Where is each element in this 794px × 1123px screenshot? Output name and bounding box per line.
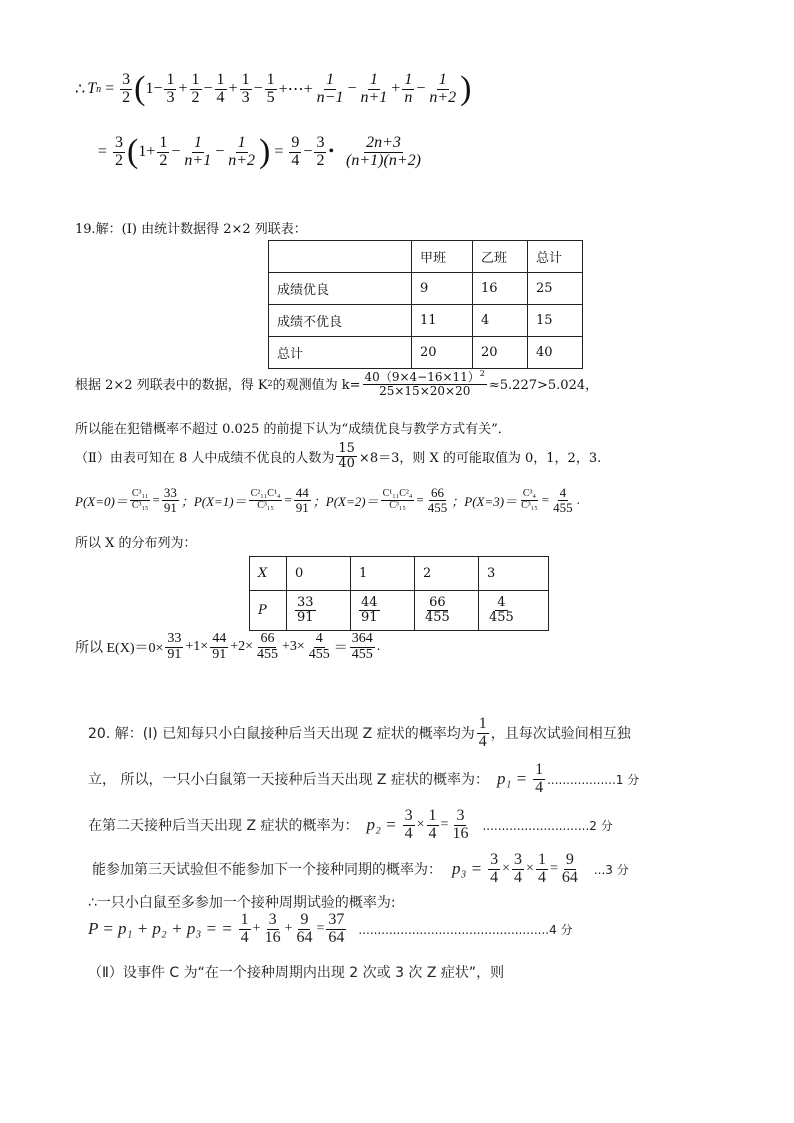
fraction-term: $\frac{1}{n+1}$ <box>184 134 212 169</box>
op: − <box>347 80 357 98</box>
table-cell: 总计 <box>528 241 583 273</box>
table-cell: 成绩不优良 <box>269 305 412 337</box>
fraction: $\frac{3}{16}$ <box>264 911 281 946</box>
tn-subscript: n <box>96 83 102 95</box>
fraction-term: $\frac{1}{2}$ <box>159 134 168 169</box>
part2-text: ×8＝3，则 X 的可能取值为 0，1，2，3. <box>358 450 602 466</box>
q20-line2 <box>88 762 639 797</box>
op: +3× <box>281 639 305 655</box>
q20-line4 <box>92 852 629 887</box>
tn-symbol: T <box>87 80 97 98</box>
table-cell: 15 <box>528 305 583 337</box>
p-sum: P = p₁ + p₂ + p₃ = = <box>88 919 233 939</box>
fraction: $\frac{9}{64}$ <box>561 851 578 886</box>
op: = <box>316 921 325 937</box>
op: × <box>526 861 534 877</box>
expectation-line <box>75 632 380 662</box>
comb-fraction: $\frac{\text{C³₁₁}}{\text{C³₁₅}}$ <box>131 488 149 511</box>
fraction-term: $\frac{1}{2}$ <box>191 71 200 106</box>
fraction-term: $\frac{1}{3}$ <box>166 71 175 106</box>
op: × <box>502 861 511 877</box>
op: +2× <box>230 639 253 655</box>
op: + <box>252 921 261 937</box>
table-cell: 甲班 <box>412 241 473 273</box>
p3-symbol: p₃ = <box>452 859 483 879</box>
q20-line6 <box>88 912 573 947</box>
p1-symbol: p₁ = <box>496 769 528 789</box>
op: + <box>391 80 401 98</box>
fraction-term: $\frac{1}{n-1}$ <box>316 71 344 106</box>
q20-text: 立， 所以，一只小白鼠第一天接种后当天出现 Z 症状的概率为： <box>88 772 489 789</box>
k-statistic-line <box>75 370 598 397</box>
q20-line5: ∴一只小白鼠至多参加一个接种周期试验的概率为: <box>88 895 396 911</box>
prob-fraction: $\frac{66}{455}$ <box>427 485 448 515</box>
table-cell: 0 <box>287 557 351 591</box>
op: − <box>171 143 181 161</box>
distribution-heading: 所以 X 的分布列为： <box>75 536 197 551</box>
op: = <box>549 861 558 877</box>
k-text: 根据 2×2 列联表中的数据，得 K <box>75 378 268 394</box>
fraction: $\frac{1}{4}$ <box>240 911 249 946</box>
fraction: $\frac{37}{64}$ <box>328 911 345 946</box>
k-denominator: 25×15×20×20 <box>379 383 471 398</box>
table-cell: 16 <box>473 273 528 305</box>
op: − <box>203 80 213 98</box>
equals-sign: = <box>105 80 115 98</box>
ellipsis: +⋯+ <box>278 81 313 99</box>
table-cell: 25 <box>528 273 583 305</box>
k-fraction <box>363 370 487 397</box>
op: +1× <box>185 639 209 655</box>
q19-conclusion: 所以能在犯错概率不超过 0.025 的前提下认为“成绩优良与教学方式有关”． <box>75 422 511 437</box>
expectation-text: 所以 E(X)＝0× <box>75 641 164 657</box>
fraction-term: $\frac{1}{4}$ <box>216 71 225 106</box>
fraction: $\frac{44}{91}$ <box>212 631 227 662</box>
table-row <box>269 273 583 305</box>
op: ＝ <box>333 641 348 657</box>
fraction: $\frac{1}{4}$ <box>428 807 437 842</box>
comb-fraction: $\frac{\text{C³₄}}{\text{C³₁₅}}$ <box>521 488 538 511</box>
right-paren: ) <box>460 70 472 108</box>
table-cell: 1 <box>351 557 415 591</box>
table-row <box>269 305 583 337</box>
table-cell: 11 <box>412 305 473 337</box>
op: + <box>284 921 293 937</box>
k-num-sup: 2 <box>479 369 485 378</box>
right-paren: ) <box>259 133 271 171</box>
table-cell: 2 <box>415 557 479 591</box>
table-cell: $\frac{44}{91}$ <box>351 591 415 631</box>
tn-formula-line2 <box>98 135 425 170</box>
q20-text: 能参加第三天试验但不能参加下一个接种同期的概率为： <box>92 862 442 879</box>
fraction-3-2: $\frac{3}{2}$ <box>115 134 124 169</box>
prob-fraction: $\frac{4}{455}$ <box>553 485 573 515</box>
table-cell: 3 <box>479 557 549 591</box>
fraction: $\frac{3}{4}$ <box>490 851 499 886</box>
op: × <box>416 817 425 833</box>
table-row <box>250 557 549 591</box>
fraction-final: $\frac{2n+3}{(n+1)(n+2)}$ <box>346 134 421 169</box>
q20-line3 <box>88 808 613 843</box>
q20-text: 20. 解：(Ⅰ) 已知每只小白鼠接种后当天出现 Z 症状的概率均为 <box>88 726 475 743</box>
q19-part2-line <box>75 442 601 470</box>
equals-sign: = <box>98 143 108 161</box>
fraction: $\frac{4}{455}$ <box>308 631 330 662</box>
fraction: $\frac{9}{64}$ <box>296 911 313 946</box>
fraction: $\frac{1}{4}$ <box>537 851 546 886</box>
prob-label: P(X=0)＝ <box>75 493 128 509</box>
table-cell: X <box>250 557 287 591</box>
fraction-term: $\frac{1}{5}$ <box>266 71 275 106</box>
fraction-3-2: $\frac{3}{2}$ <box>122 71 131 106</box>
table-cell: $\frac{33}{91}$ <box>287 591 351 631</box>
q20-text: ，且每次试验间相互独 <box>490 726 631 743</box>
fraction-15-40: $\frac{15}{40}$ <box>338 441 355 471</box>
fraction: $\frac{3}{4}$ <box>514 851 523 886</box>
p2-symbol: p₂ = <box>366 815 397 835</box>
score-note: ..................1 分 <box>547 772 640 787</box>
k-text: 的观测值为 k= <box>272 378 361 394</box>
q20-text: 在第二天接种后当天出现 Z 症状的概率为： <box>88 818 359 835</box>
op: + <box>178 80 188 98</box>
op: + <box>146 143 156 161</box>
left-paren: ( <box>134 70 146 108</box>
k-superscript: 2 <box>267 379 273 389</box>
probabilities-line: P(X=0)＝ $\frac{\text{C³₁₁}}{\text{C³₁₅}}$ = $\frac{33}{91}$ ；P(X=1)＝ $\frac{\text{C²₁₁C¹₄}}{\text{C³₁₅}}$ = $\frac{44}{91}$ ；P(X=2)＝ $\frac{\text{C¹₁₁C²₄}}{\text{C³₁₅}}$ = $\frac{66}{455}$ ；P(X=3)＝ $\frac{\text{C³₄}}{\text{C³₁₅}}$ = $\frac{4}{455}$ . <box>75 485 580 515</box>
table-cell: 40 <box>528 337 583 369</box>
prob-label: ；P(X=2)＝ <box>312 493 379 509</box>
fraction-term: $\frac{1}{n}$ <box>404 71 413 106</box>
q19-heading: 19.解：(Ⅰ) 由统计数据得 2×2 列联表： <box>75 222 307 237</box>
table-header-row <box>269 241 583 273</box>
table-cell: 20 <box>473 337 528 369</box>
op: − <box>303 143 313 161</box>
fraction: $\frac{66}{455}$ <box>256 631 278 662</box>
equals-sign: = <box>274 143 284 161</box>
part2-text: （Ⅱ）由表可知在 8 人中成绩不优良的人数为 <box>75 450 335 466</box>
k-numerator: 40（9×4−16×11） <box>364 370 480 384</box>
therefore-symbol: ∴ <box>75 81 86 99</box>
table-row <box>269 337 583 369</box>
fraction-1-4: $\frac{1}{4}$ <box>535 761 544 796</box>
op: − <box>153 80 163 98</box>
table-cell <box>269 241 412 273</box>
op: − <box>215 143 225 161</box>
term-one: 1 <box>138 143 147 161</box>
prob-fraction: $\frac{44}{91}$ <box>295 485 309 515</box>
fraction: $\frac{3}{16}$ <box>452 807 469 842</box>
dot-operator: • <box>328 143 335 161</box>
k-result: ≈5.227>5.024， <box>488 378 599 394</box>
table-cell: $\frac{66}{455}$ <box>415 591 479 631</box>
period: . <box>376 639 381 655</box>
score-note: ..................................................4 分 <box>358 922 573 937</box>
distribution-table <box>249 556 549 631</box>
op: = <box>440 817 449 833</box>
table-cell: 9 <box>412 273 473 305</box>
comb-fraction: $\frac{\text{C²₁₁C¹₄}}{\text{C³₁₅}}$ <box>250 488 281 511</box>
table-cell: 成绩优良 <box>269 273 412 305</box>
tn-formula-line1 <box>75 72 471 107</box>
score-note: ...3 分 <box>593 862 629 877</box>
table-cell: 总计 <box>269 337 412 369</box>
table-cell: 4 <box>473 305 528 337</box>
score-note: ............................2 分 <box>482 818 613 833</box>
q20-line7: （Ⅱ）设事件 C 为“在一个接种周期内出现 2 次或 3 次 Z 症状”，则 <box>88 965 505 981</box>
fraction-term: $\frac{1}{n+1}$ <box>360 71 388 106</box>
comb-fraction: $\frac{\text{C¹₁₁C²₄}}{\text{C³₁₅}}$ <box>382 488 413 511</box>
contingency-table <box>268 240 583 369</box>
fraction-term: $\frac{1}{n+2}$ <box>228 134 256 169</box>
fraction-9-4: $\frac{9}{4}$ <box>291 134 300 169</box>
prob-fraction: $\frac{33}{91}$ <box>163 485 177 515</box>
table-cell: $\frac{4}{455}$ <box>479 591 549 631</box>
term-one: 1 <box>145 80 154 98</box>
fraction: $\frac{3}{4}$ <box>404 807 413 842</box>
prob-label: ；P(X=3)＝ <box>451 493 518 509</box>
table-cell: 20 <box>412 337 473 369</box>
table-cell: P <box>250 591 287 631</box>
q20-line1 <box>88 716 631 751</box>
fraction-3-2: $\frac{3}{2}$ <box>316 134 325 169</box>
table-cell: 乙班 <box>473 241 528 273</box>
op: + <box>228 80 238 98</box>
fraction-term: $\frac{1}{3}$ <box>241 71 250 106</box>
op: − <box>416 80 426 98</box>
period: . <box>576 492 580 508</box>
table-row <box>250 591 549 631</box>
fraction-term: $\frac{1}{n+2}$ <box>429 71 457 106</box>
prob-label: ；P(X=1)＝ <box>180 493 247 509</box>
op: − <box>253 80 263 98</box>
left-paren: ( <box>127 133 139 171</box>
fraction-1-4: $\frac{1}{4}$ <box>478 715 487 750</box>
fraction-result: $\frac{364}{455}$ <box>351 631 373 662</box>
fraction: $\frac{33}{91}$ <box>167 631 182 662</box>
